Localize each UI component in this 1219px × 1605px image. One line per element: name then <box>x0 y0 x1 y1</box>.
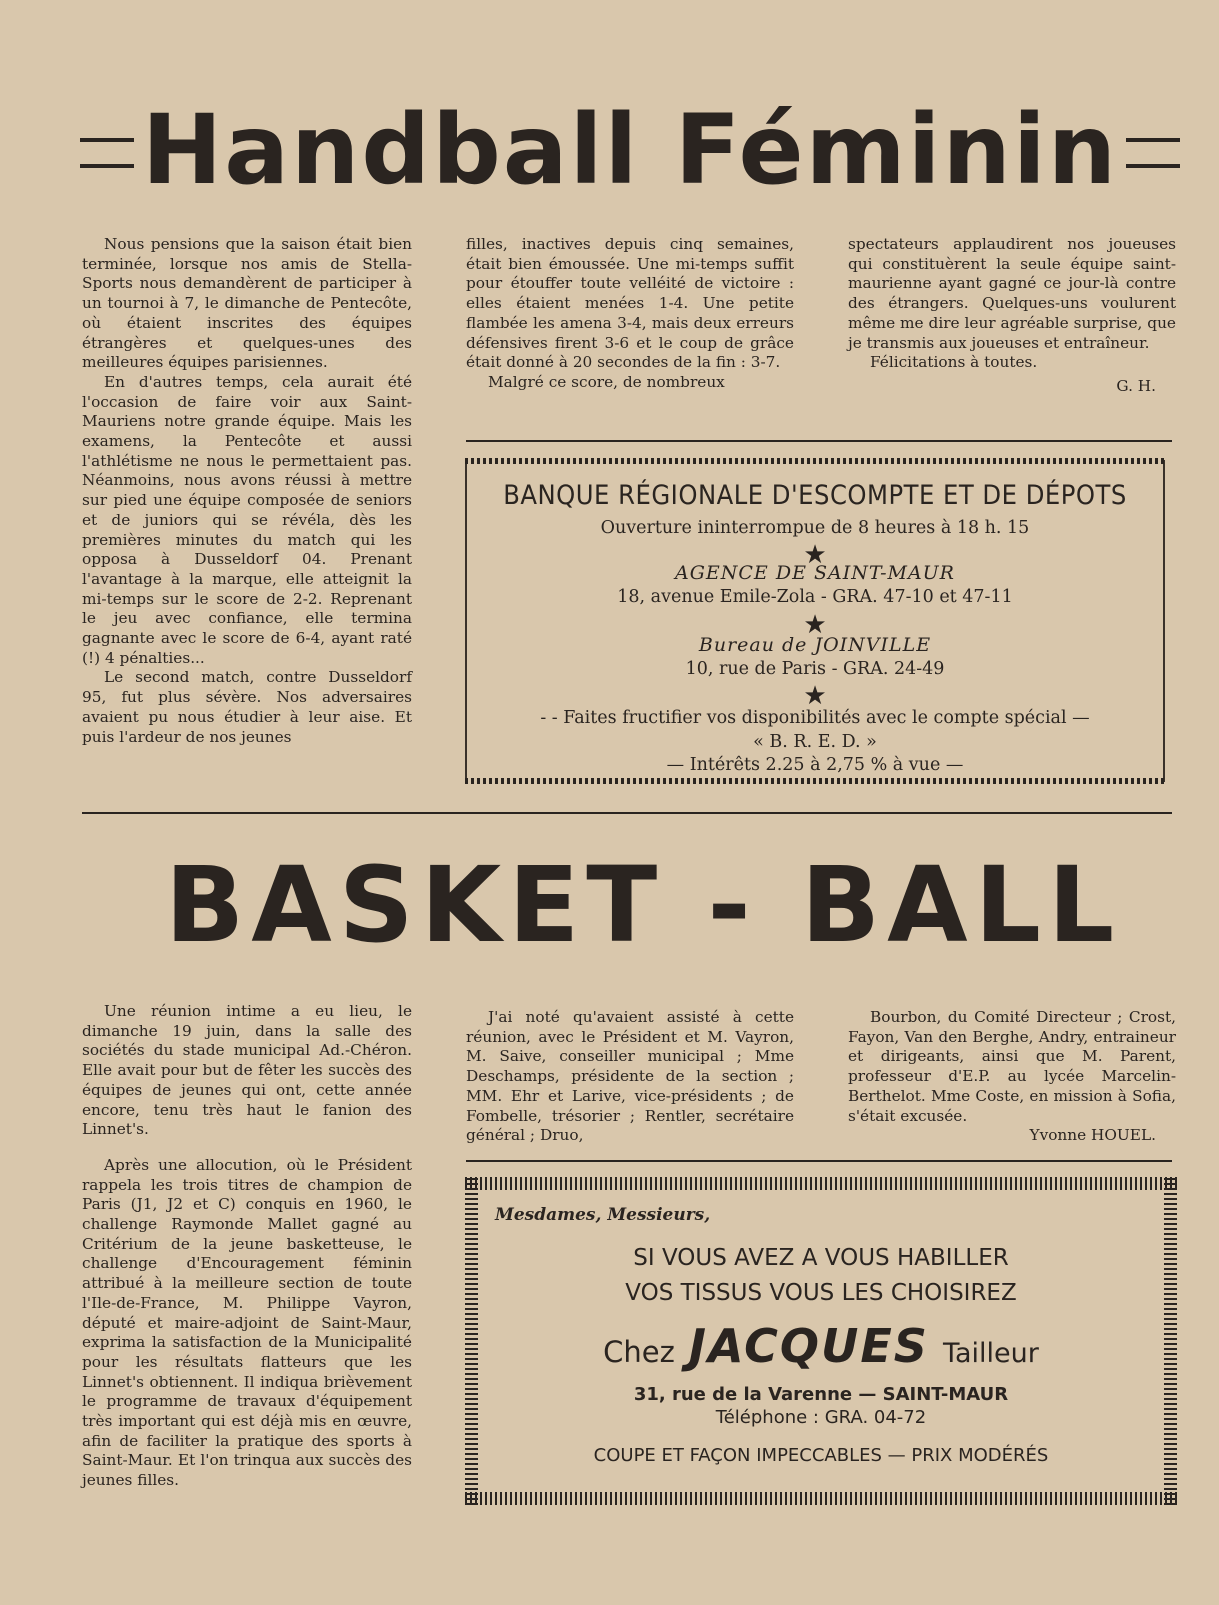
handball-column-1 <box>82 235 412 747</box>
basketball-title: BASKET - BALL <box>165 844 1122 966</box>
tailor-address: 31, rue de la Varenne — SAINT-MAUR <box>633 1384 1009 1405</box>
divider <box>466 440 1172 442</box>
paragraph: Félicitations à toutes. <box>870 353 1038 372</box>
paragraph: Nous pensions que la saison était bien terminée, lorsque nos amis de Stella-Sports nous demandèrent de participer à un tournoi à 7, le dimanche de Pentecôte, où étaient inscrites des équipes étrangères et quelques-unes des meilleures équipes parisiennes. <box>82 235 412 372</box>
divider <box>466 1160 1172 1162</box>
bank-promo-name: « B. R. E. D. » <box>753 732 877 752</box>
star-icon: ★ <box>803 540 827 570</box>
handball-column-2 <box>466 235 794 393</box>
tailor-slogan: COUPE ET FAÇON IMPECCABLES — PRIX MODÉRÉS <box>593 1445 1049 1466</box>
border-decoration <box>465 1177 1177 1190</box>
bank-bureau: Bureau de JOINVILLE <box>698 634 932 656</box>
tailor-name: JACQUES <box>688 1319 929 1373</box>
bank-promo-rate: — Intérêts 2.25 à 2,75 % à vue — <box>666 755 964 775</box>
tailor-line-2: VOS TISSUS VOUS LES CHOISIREZ <box>625 1280 1017 1306</box>
paragraph: spectateurs applaudirent nos joueuses qui constituèrent la seule équipe saint-maurienne ayant gagné ce jour-là contre des étrangers. Quelques-uns voulurent même me dire leur agréable surprise, que je transmis aux joueuses et entraîneur. <box>848 235 1176 352</box>
border-decoration <box>465 778 1165 784</box>
bank-hours: Ouverture ininterrompue de 8 heures à 18 h. 15 <box>600 518 1030 538</box>
star-icon: ★ <box>803 681 827 711</box>
paragraph: filles, inactives depuis cinq semaines, était bien émoussée. Une mi-temps suffit pour étouffer toute velléité de victoire : elles étaient menées 1-4. Une petite flambée les amena 3-4, mais deux erreurs défensives firent 3-6 et le coup de grâce était donné à 20 secondes de la fin : 3-7. <box>466 235 794 372</box>
basketball-column-2 <box>466 1008 794 1146</box>
tailor-line-1: SI VOUS AVEZ A VOUS HABILLER <box>633 1245 1009 1271</box>
bank-agency-address: 18, avenue Emile-Zola - GRA. 47-10 et 47-11 <box>617 587 1013 607</box>
tailor-chez: Chez <box>603 1335 675 1369</box>
tailor-advertisement <box>465 1177 1177 1505</box>
bank-promo: - - Faites fructifier vos disponibilités avec le compte spécial — <box>540 708 1090 728</box>
paragraph: J'ai noté qu'avaient assisté à cette réunion, avec le Président et M. Vayron, M. Saive, conseiller municipal ; Mme Deschamps, présidente de la section ; MM. Ehr et Larive, vice-présidents ; de Fombelle, trésorier ; Rentler, secrétaire général ; Druo, <box>466 1008 794 1145</box>
border-decoration <box>465 1492 1177 1505</box>
paragraph: En d'autres temps, cela aurait été l'occasion de faire voir aux Saint-Mauriens notre grande équipe. Mais les examens, la Pentecôte et aussi l'athlétisme ne nous le permettaient pas. Néanmoins, nous avons réussi à mettre sur pied une équipe composée de seniors et de juniors qui se révéla, dès les premières minutes du match qui les opposa à Dusseldorf 04. Prenant l'avantage à la marque, elle atteignit la mi-temps sur le score de 2-2. Reprenant le jeu avec confiance, elle termina gagnante avec le score de 6-4, ayant raté (!) 4 pénalties... <box>82 372 412 667</box>
paragraph: Une réunion intime a eu lieu, le dimanche 19 juin, dans la salle des sociétés du stade municipal Ad.-Chéron. Elle avait pour but de fêter les succès des équipes de jeunes qui ont, cette année encore, tenu très haut le fanion des Linnet's. <box>82 1002 412 1139</box>
bank-name: BANQUE RÉGIONALE D'ESCOMPTE ET DE DÉPOTS <box>503 480 1127 511</box>
tailor-greeting: Mesdames, Messieurs, <box>495 1205 711 1225</box>
section-divider <box>82 812 1172 814</box>
handball-title: Handball Féminin <box>141 94 1119 206</box>
basketball-column-1 <box>82 1002 412 1491</box>
basketball-column-3 <box>848 1008 1176 1146</box>
handball-title-banner <box>80 95 1180 205</box>
basketball-signature: Yvonne HOUEL. <box>1029 1126 1156 1145</box>
bank-advertisement <box>465 460 1165 782</box>
tailor-name-line <box>465 1319 1177 1373</box>
border-decoration <box>465 458 1165 464</box>
title-decoration-right <box>1126 138 1180 168</box>
handball-signature: G. H. <box>1116 376 1156 395</box>
tailor-trade: Tailleur <box>942 1338 1039 1369</box>
paragraph: Après une allocution, où le Président rappela les trois titres de champion de Paris (J1, J2 et C) conquis en 1960, le challenge Raymonde Mallet gagné au Critérium de la jeune basketteuse, le challenge d'Encouragement féminin attribué à la meilleure section de toute l'Ile-de-France, M. Philippe Vayron, député et maire-adjoint de Saint-Maur, exprima la satisfaction de la Municipalité pour les résultats flatteurs que les Linnet's obtiennent. Il indiqua brièvement le programme de travaux d'équipement très important qui est déjà mis en œuvre, afin de faciliter la pratique des sports à Saint-Maur. Et l'on trinqua aux succès des jeunes filles. <box>82 1155 412 1490</box>
bank-agency: AGENCE DE SAINT-MAUR <box>675 562 955 584</box>
paragraph: Le second match, contre Dusseldorf 95, fut plus sévère. Nos adversaires avaient pu nous étudier à leur aise. Et puis l'ardeur de nos jeunes <box>82 668 412 746</box>
star-icon: ★ <box>803 610 827 640</box>
bank-bureau-address: 10, rue de Paris - GRA. 24-49 <box>685 659 945 679</box>
tailor-phone: Téléphone : GRA. 04-72 <box>715 1407 927 1428</box>
title-decoration-left <box>80 138 134 168</box>
handball-column-3 <box>848 235 1176 397</box>
paragraph: Bourbon, du Comité Directeur ; Crost, Fayon, Van den Berghe, Andry, entraineur et dirigeants, ainsi que M. Parent, professeur d'E.P. au lycée Marcelin-Berthelot. Mme Coste, en mission à Sofia, s'était excusée. <box>848 1008 1176 1125</box>
paragraph: Malgré ce score, de nombreux <box>488 372 725 391</box>
